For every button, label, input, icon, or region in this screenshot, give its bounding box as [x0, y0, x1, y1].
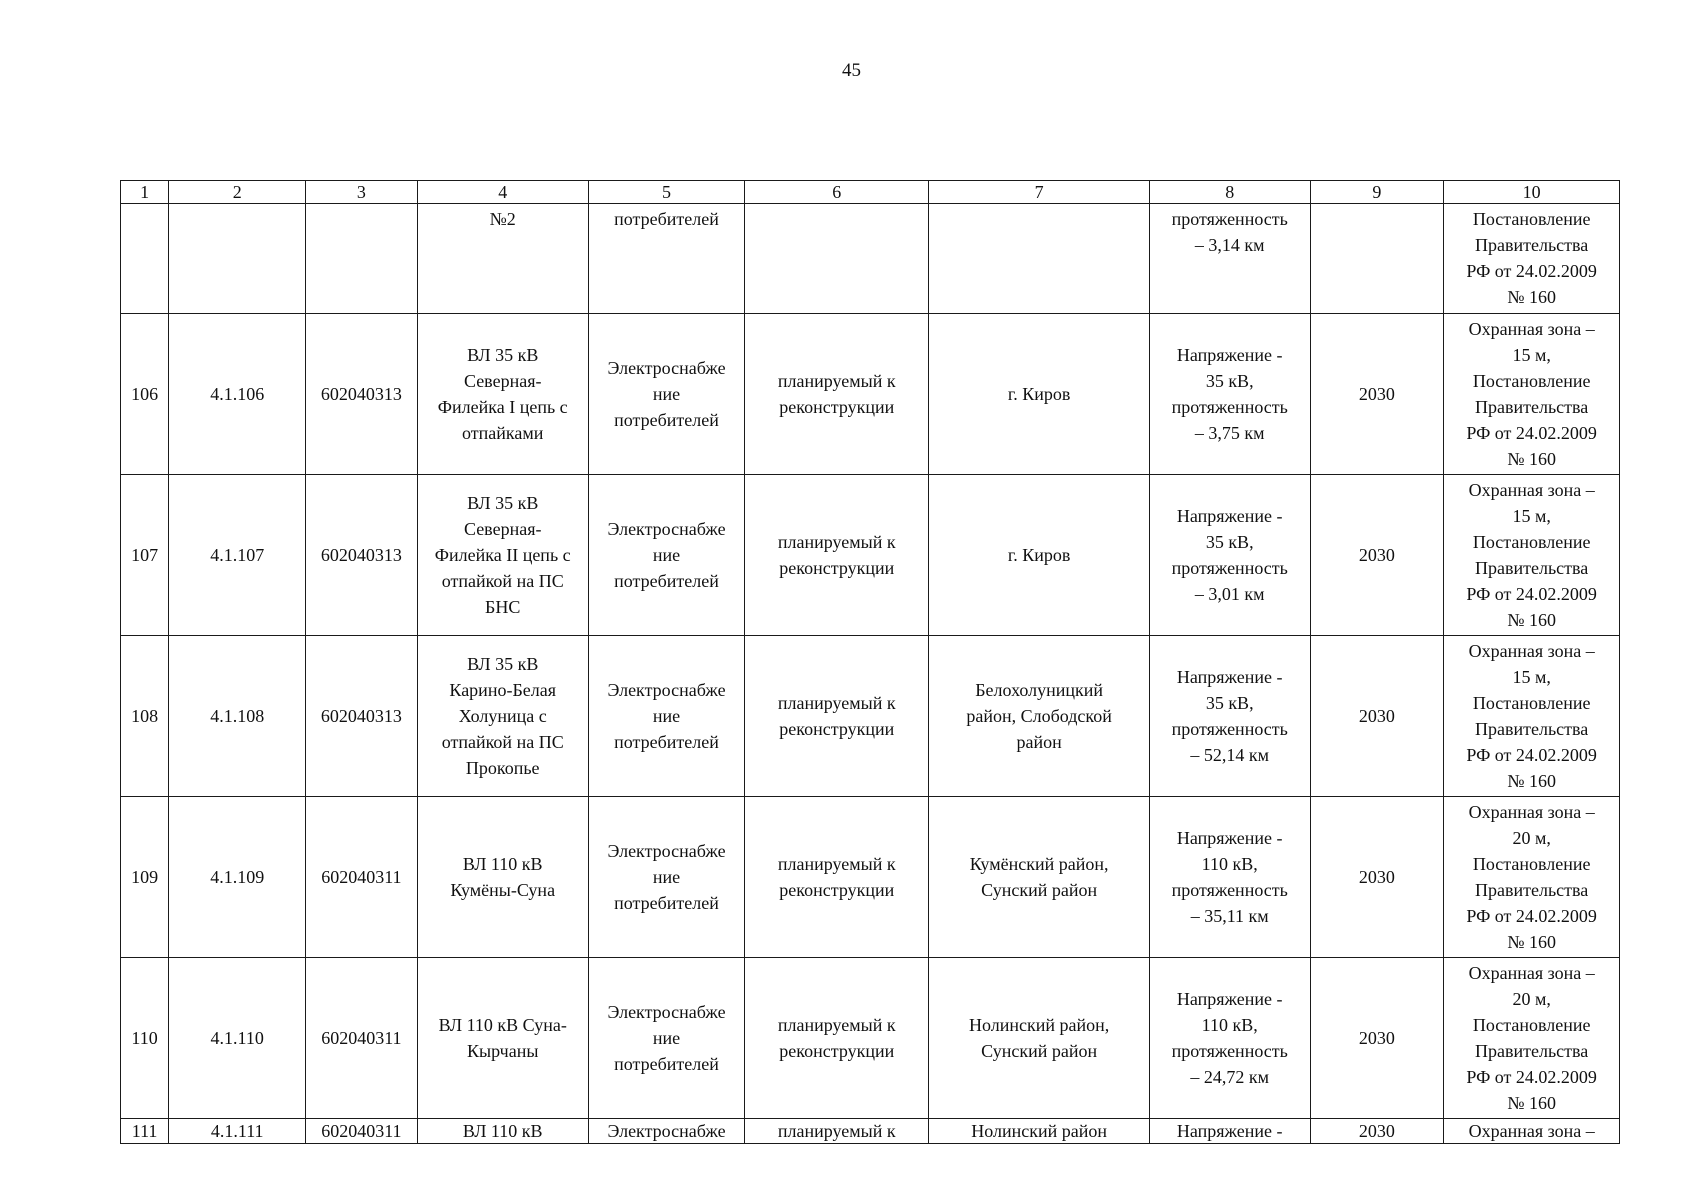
code-cell: 4.1.111 — [169, 1119, 306, 1144]
registry-number-cell: 602040313 — [306, 314, 417, 475]
protection-zone-cell: Охранная зона – 15 м, Постановление Правительства РФ от 24.02.2009 № 160 — [1444, 314, 1620, 475]
column-header: 6 — [745, 181, 929, 204]
table-cell: Постановление Правительства РФ от 24.02.2009 № 160 — [1444, 204, 1620, 314]
characteristics-cell: Напряжение - 35 кВ, протяженность – 3,75 км — [1149, 314, 1310, 475]
column-header: 5 — [588, 181, 744, 204]
status-cell: планируемый к реконструкции — [745, 314, 929, 475]
object-name-cell: ВЛ 110 кВ Суна- Кырчаны — [417, 958, 588, 1119]
table-cell: потребителей — [588, 204, 744, 314]
code-cell: 4.1.107 — [169, 475, 306, 636]
characteristics-cell: Напряжение - 110 кВ, протяженность – 35,11 км — [1149, 797, 1310, 958]
location-cell: г. Киров — [929, 314, 1150, 475]
object-name-cell: ВЛ 35 кВ Северная- Филейка I цепь с отпайками — [417, 314, 588, 475]
status-cell: планируемый к — [745, 1119, 929, 1144]
code-cell: 4.1.106 — [169, 314, 306, 475]
column-header: 10 — [1444, 181, 1620, 204]
purpose-cell: Электроснабже ние потребителей — [588, 475, 744, 636]
row-number-cell: 106 — [121, 314, 169, 475]
table-cell — [306, 204, 417, 314]
year-cell: 2030 — [1310, 958, 1444, 1119]
purpose-cell: Электроснабже ние потребителей — [588, 958, 744, 1119]
table-row — [121, 314, 1620, 475]
column-header: 9 — [1310, 181, 1444, 204]
characteristics-cell: Напряжение - 35 кВ, протяженность – 3,01 км — [1149, 475, 1310, 636]
characteristics-cell: Напряжение - 35 кВ, протяженность – 52,14 км — [1149, 636, 1310, 797]
purpose-cell: Электроснабже ние потребителей — [588, 797, 744, 958]
registry-number-cell: 602040311 — [306, 797, 417, 958]
object-name-cell: ВЛ 110 кВ — [417, 1119, 588, 1144]
row-number-cell: 110 — [121, 958, 169, 1119]
row-number-cell: 107 — [121, 475, 169, 636]
column-header: 4 — [417, 181, 588, 204]
table-cell — [121, 204, 169, 314]
column-header: 1 — [121, 181, 169, 204]
infrastructure-table — [120, 180, 1620, 1144]
status-cell: планируемый к реконструкции — [745, 475, 929, 636]
column-header: 7 — [929, 181, 1150, 204]
year-cell: 2030 — [1310, 314, 1444, 475]
characteristics-cell: Напряжение - 110 кВ, протяженность – 24,72 км — [1149, 958, 1310, 1119]
table-row — [121, 797, 1620, 958]
year-cell: 2030 — [1310, 475, 1444, 636]
purpose-cell: Электроснабже ние потребителей — [588, 314, 744, 475]
page-number: 45 — [842, 60, 861, 81]
code-cell: 4.1.110 — [169, 958, 306, 1119]
protection-zone-cell: Охранная зона – 15 м, Постановление Правительства РФ от 24.02.2009 № 160 — [1444, 475, 1620, 636]
table-cell: протяженность – 3,14 км — [1149, 204, 1310, 314]
table-row — [121, 636, 1620, 797]
object-name-cell: ВЛ 35 кВ Карино-Белая Холуница с отпайкой на ПС Прокопье — [417, 636, 588, 797]
column-header: 8 — [1149, 181, 1310, 204]
status-cell: планируемый к реконструкции — [745, 797, 929, 958]
column-number-header-row — [121, 181, 1620, 204]
table-cell — [929, 204, 1150, 314]
table-row — [121, 958, 1620, 1119]
table-cell — [1310, 204, 1444, 314]
purpose-cell: Электроснабже ние потребителей — [588, 636, 744, 797]
table-row-truncated — [121, 1119, 1620, 1144]
status-cell: планируемый к реконструкции — [745, 636, 929, 797]
characteristics-cell: Напряжение - — [1149, 1119, 1310, 1144]
registry-number-cell: 602040313 — [306, 636, 417, 797]
object-name-cell: ВЛ 110 кВ Кумёны-Суна — [417, 797, 588, 958]
table-cell — [745, 204, 929, 314]
location-cell: Нолинский район — [929, 1119, 1150, 1144]
row-number-cell: 109 — [121, 797, 169, 958]
registry-number-cell: 602040311 — [306, 958, 417, 1119]
year-cell: 2030 — [1310, 797, 1444, 958]
column-header: 3 — [306, 181, 417, 204]
row-number-cell: 108 — [121, 636, 169, 797]
column-header: 2 — [169, 181, 306, 204]
protection-zone-cell: Охранная зона – 15 м, Постановление Правительства РФ от 24.02.2009 № 160 — [1444, 636, 1620, 797]
status-cell: планируемый к реконструкции — [745, 958, 929, 1119]
code-cell: 4.1.109 — [169, 797, 306, 958]
registry-number-cell: 602040311 — [306, 1119, 417, 1144]
location-cell: Белохолуницкий район, Слободской район — [929, 636, 1150, 797]
continuation-row — [121, 204, 1620, 314]
object-name-cell: ВЛ 35 кВ Северная- Филейка II цепь с отпайкой на ПС БНС — [417, 475, 588, 636]
table-cell — [169, 204, 306, 314]
year-cell: 2030 — [1310, 636, 1444, 797]
code-cell: 4.1.108 — [169, 636, 306, 797]
protection-zone-cell: Охранная зона – 20 м, Постановление Правительства РФ от 24.02.2009 № 160 — [1444, 958, 1620, 1119]
protection-zone-cell: Охранная зона – 20 м, Постановление Правительства РФ от 24.02.2009 № 160 — [1444, 797, 1620, 958]
table-row — [121, 475, 1620, 636]
purpose-cell: Электроснабже — [588, 1119, 744, 1144]
table-cell: №2 — [417, 204, 588, 314]
location-cell: г. Киров — [929, 475, 1150, 636]
location-cell: Нолинский район, Сунский район — [929, 958, 1150, 1119]
registry-number-cell: 602040313 — [306, 475, 417, 636]
row-number-cell: 111 — [121, 1119, 169, 1144]
location-cell: Кумёнский район, Сунский район — [929, 797, 1150, 958]
year-cell: 2030 — [1310, 1119, 1444, 1144]
protection-zone-cell: Охранная зона – — [1444, 1119, 1620, 1144]
